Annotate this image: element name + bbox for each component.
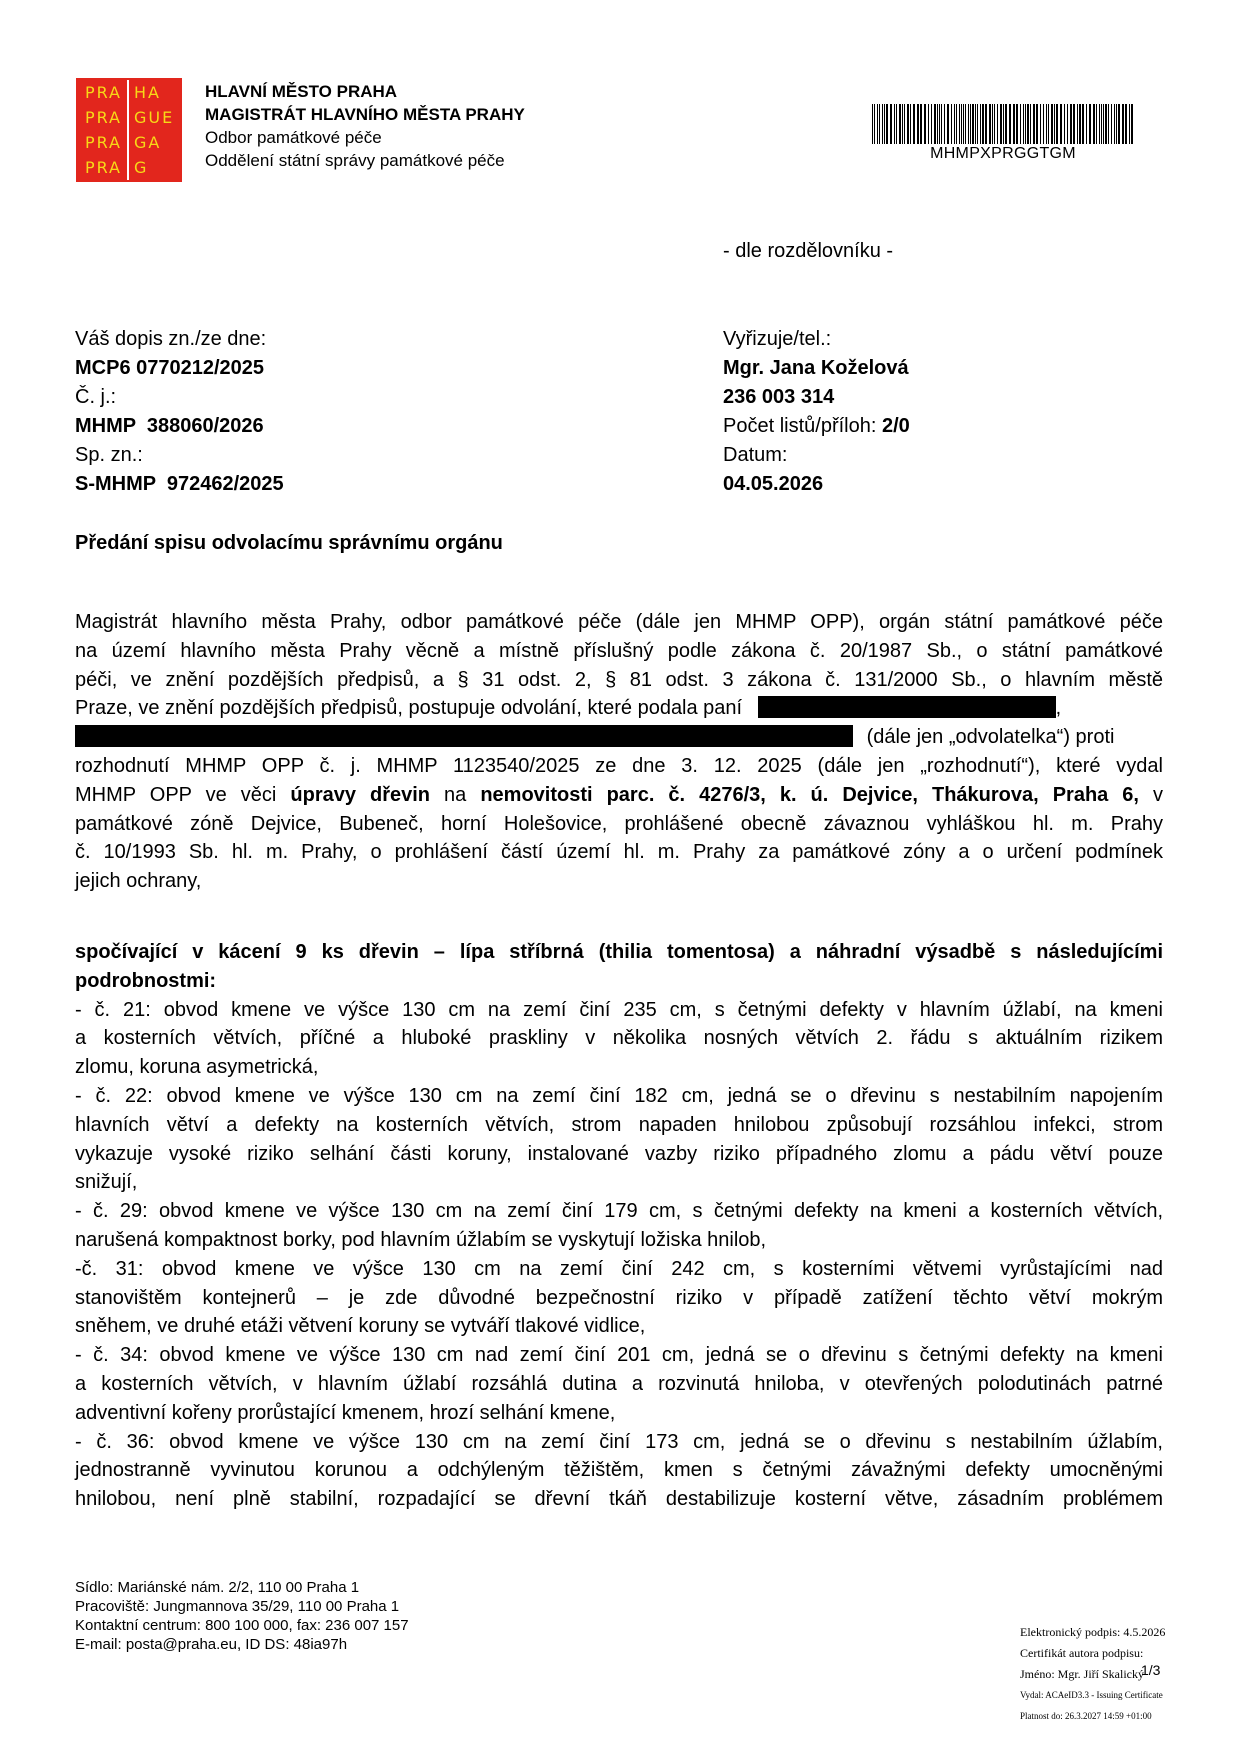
barcode-bar bbox=[1009, 104, 1011, 144]
barcode-bar bbox=[982, 104, 984, 144]
handler-name: Mgr. Jana Koželová bbox=[723, 357, 909, 379]
paragraph-line bbox=[75, 781, 1163, 810]
barcode-bar bbox=[913, 104, 915, 144]
logo-text: G bbox=[134, 158, 149, 177]
tree-item-line: zlomu, koruna asymetrická, bbox=[75, 1056, 319, 1079]
paragraph-line: péči, ve znění pozdějších předpisů, a § 31 odst. 2, § 81 odst. 3 zákona č. 131/2000 Sb., o hlavním městě bbox=[75, 668, 1163, 691]
barcode-bar bbox=[970, 104, 971, 144]
barcode-bar bbox=[1079, 104, 1081, 144]
barcode-bar bbox=[917, 104, 919, 144]
barcode-bar bbox=[1040, 104, 1041, 144]
barcode-bar bbox=[1086, 104, 1087, 144]
barcode-bar bbox=[1089, 104, 1091, 144]
tree-item-line: a kosterních větvích, příčné a hluboké praskliny v několika nosných větvích 2. řádu s aktuálním rizikem bbox=[75, 1027, 1163, 1050]
paragraph-line: na území hlavního města Prahy věcně a místně příslušný podle zákona č. 20/1987 Sb., o státní památkové bbox=[75, 639, 1163, 662]
tree-item-line: snižují, bbox=[75, 1171, 138, 1194]
paragraph-line: č. 10/1993 Sb. hl. m. Prahy, o prohlášení částí území hl. m. Prahy za památkové zóny a o určení podmínek bbox=[75, 841, 1163, 864]
barcode-bar bbox=[1082, 104, 1084, 144]
logo-text: GUE bbox=[134, 108, 175, 127]
barcode-bar bbox=[920, 104, 922, 144]
barcode-bar bbox=[972, 104, 974, 144]
paragraph-line: Magistrát hlavního města Prahy, odbor památkové péče (dále jen MHMP OPP), orgán státní památkové péče bbox=[75, 611, 1163, 633]
barcode-bar bbox=[1027, 104, 1029, 144]
barcode-bar bbox=[879, 104, 880, 144]
logo-text: GA bbox=[134, 133, 162, 152]
date-value: 04.05.2026 bbox=[723, 473, 824, 495]
barcode-bar bbox=[1060, 104, 1062, 144]
barcode-bar bbox=[1118, 104, 1120, 144]
barcode-bar bbox=[1073, 104, 1075, 144]
redacted-name bbox=[758, 696, 1056, 718]
barcode-bar bbox=[1056, 104, 1058, 144]
barcode-bar bbox=[904, 104, 905, 144]
barcode-bar bbox=[977, 104, 978, 144]
org-magistrate: MAGISTRÁT HLAVNÍHO MĚSTA PRAHY bbox=[205, 105, 525, 124]
barcode-bar bbox=[1070, 104, 1072, 144]
barcode-bar bbox=[944, 104, 945, 144]
barcode-bar bbox=[902, 104, 903, 144]
barcode-bar bbox=[910, 104, 911, 144]
barcode-bar bbox=[1105, 104, 1107, 144]
barcode-bar bbox=[1043, 104, 1044, 144]
barcode-bar bbox=[980, 104, 981, 144]
barcode-bar bbox=[1025, 104, 1026, 144]
paragraph-text: Praze, ve znění pozdějších předpisů, postupuje odvolání, které podala paní bbox=[75, 697, 743, 720]
barcode-bar bbox=[1036, 104, 1038, 144]
org-division: Oddělení státní správy památkové péče bbox=[205, 151, 505, 170]
barcode-bar bbox=[992, 104, 993, 144]
page-count-value: 2/0 bbox=[881, 415, 910, 437]
barcode-bar bbox=[1054, 104, 1055, 144]
details-heading-line: podrobnostmi: bbox=[75, 969, 217, 992]
tree-item-line: a kosterních větvích, v hlavním úžlabí rozsáhlá dutina a rozvinutá hniloba, v otevřených polodutinách patrné bbox=[75, 1372, 1163, 1395]
barcode-bar bbox=[963, 104, 964, 144]
paragraph-text: (dále jen „odvolatelka“) proti bbox=[866, 726, 1115, 749]
tree-item-line: - č. 34: obvod kmene ve výšce 130 cm nad zemí činí 201 cm, jedná se o dřevinu s četnými defekty na kmeni bbox=[75, 1344, 1163, 1367]
barcode-bar bbox=[994, 104, 995, 144]
barcode-bar bbox=[1046, 104, 1047, 144]
intro-paragraph bbox=[75, 608, 1163, 896]
bold-text: úpravy dřevin bbox=[290, 783, 431, 806]
handler-label: Vyřizuje/tel.: bbox=[723, 328, 832, 350]
esign-validity: Platnost do: 26.3.2027 14:59 +01:00 bbox=[1020, 1711, 1152, 1721]
page-count bbox=[723, 412, 910, 441]
barcode-bar bbox=[890, 104, 892, 144]
handler-phone: 236 003 314 bbox=[723, 386, 835, 408]
barcode-bar bbox=[941, 104, 942, 144]
barcode-bar bbox=[951, 104, 952, 144]
tree-item-line: - č. 22: obvod kmene ve výšce 130 cm na zemí činí 182 cm, jedná se o dřevinu s nestabilním napojením bbox=[75, 1084, 1163, 1107]
barcode-bar bbox=[1096, 104, 1097, 144]
barcode-bar bbox=[989, 104, 991, 144]
esign-name: Jméno: Mgr. Jiří Skalický bbox=[1020, 1667, 1144, 1681]
barcode-bar bbox=[1051, 104, 1053, 144]
handler-block bbox=[723, 325, 910, 499]
paragraph-line: památkové zóně Dejvice, Bubeneč, horní Holešovice, prohlášené obecně závaznou vyhláškou hl. m. Prahy bbox=[75, 812, 1163, 835]
page-number: 1/3 bbox=[1141, 1662, 1161, 1678]
barcode-bar bbox=[896, 104, 897, 144]
reference-block bbox=[75, 325, 284, 499]
logo-text: PRA bbox=[76, 80, 129, 105]
barcode-bar bbox=[1108, 104, 1109, 144]
barcode-bar bbox=[1067, 104, 1068, 144]
barcode-bar bbox=[975, 104, 976, 144]
footer-seat: Sídlo: Mariánské nám. 2/2, 110 00 Praha 1 bbox=[75, 1579, 360, 1596]
logo-text: PRA bbox=[76, 130, 129, 155]
tree-item-line: -č. 31: obvod kmene ve výšce 130 cm na zemí činí 242 cm, s kosterními větvemi vyrůstajícími nad bbox=[75, 1257, 1163, 1280]
barcode-bar bbox=[931, 104, 932, 144]
barcode-text: MHMPXPRGGTGM bbox=[930, 145, 1076, 162]
barcode-bar bbox=[1064, 104, 1065, 144]
barcode-bar bbox=[1125, 104, 1127, 144]
logo-text: HA bbox=[134, 83, 161, 102]
tree-item-line: jednostranně vyvinutou korunou a odchýleným těžištěm, kmen s četnými závažnými defekty umocněnými bbox=[75, 1459, 1163, 1482]
paragraph-text: v bbox=[1138, 783, 1164, 806]
paragraph-line: jejich ochrany, bbox=[75, 870, 202, 893]
barcode-bar bbox=[1099, 104, 1100, 144]
barcode-bar bbox=[1005, 104, 1007, 144]
barcode-bar bbox=[1129, 104, 1130, 144]
paragraph-line bbox=[75, 723, 1163, 752]
org-department: Odbor památkové péče bbox=[205, 128, 382, 147]
barcode-bar bbox=[1013, 104, 1015, 144]
barcode-bar bbox=[1111, 104, 1112, 144]
distribution-note: - dle rozdělovníku - bbox=[723, 240, 894, 262]
tree-item-line: hnilobou, není plně stabilní, rozpadající se dřevní tkáň destabilizuje kosterní větve, zásadním problémem bbox=[75, 1488, 1163, 1511]
footer-address bbox=[75, 1578, 409, 1654]
barcode-bar bbox=[959, 104, 960, 144]
barcode-bar bbox=[997, 104, 998, 144]
esign-cert: Certifikát autora podpisu: bbox=[1020, 1646, 1144, 1660]
tree-item-line: stanovištěm kontejnerů – je zde důvodné bezpečnostní riziko v případě zatížení těchto větví mokrým bbox=[75, 1286, 1163, 1309]
barcode-bar bbox=[1122, 104, 1124, 144]
spzn-label: Sp. zn.: bbox=[75, 444, 143, 466]
tree-item-line: hlavních větví a defekty na kosterních větvích, strom napaden hnilobou způsobují rozsáhlou infekci, strom bbox=[75, 1113, 1163, 1136]
barcode-bar bbox=[872, 104, 873, 144]
logo-text: PRA bbox=[76, 155, 129, 180]
barcode-bar bbox=[924, 104, 926, 144]
esign-date: Elektronický podpis: 4.5.2026 bbox=[1020, 1625, 1166, 1639]
barcode-bar bbox=[956, 104, 957, 144]
barcode-bar bbox=[899, 104, 901, 144]
barcode-bar bbox=[985, 104, 987, 144]
barcode-bar bbox=[1033, 104, 1035, 144]
tree-item-line: vykazuje vysoké riziko selhání části koruny, instalované vazby riziko případného zlomu a pádu větví pouze bbox=[75, 1142, 1163, 1165]
barcode-bar bbox=[928, 104, 929, 144]
barcode-bar bbox=[874, 104, 875, 144]
cj-value: MHMP 388060/2026 bbox=[75, 415, 264, 437]
paragraph-line bbox=[75, 694, 1163, 723]
barcode-bar bbox=[894, 104, 895, 144]
barcode-bar bbox=[884, 104, 885, 144]
paragraph-line: rozhodnutí MHMP OPP č. j. MHMP 1123540/2025 ze dne 3. 12. 2025 (dále jen „rozhodnutí“), které vydal bbox=[75, 754, 1163, 777]
barcode-bar bbox=[961, 104, 962, 144]
barcode-bar bbox=[965, 104, 966, 144]
barcode-bar bbox=[1016, 104, 1018, 144]
barcode-bar bbox=[1101, 104, 1102, 144]
tree-item-line: - č. 29: obvod kmene ve výšce 130 cm na zemí činí 179 cm, s četnými defekty na kmeni a kosterních větvích, bbox=[75, 1200, 1163, 1223]
details-heading-line: spočívající v kácení 9 ks dřevin – lípa stříbrná (thilia tomentosa) a náhradní výsadbě s následujícími bbox=[75, 941, 1163, 963]
barcode-bar bbox=[1093, 104, 1095, 144]
paragraph-text: , bbox=[1055, 697, 1062, 720]
barcode-bar bbox=[877, 104, 878, 144]
subject-heading: Předání spisu odvolacímu správnímu orgánu bbox=[75, 532, 503, 554]
paragraph-text: na bbox=[430, 783, 481, 806]
barcode-bar bbox=[968, 104, 969, 144]
barcode-bar bbox=[954, 104, 955, 144]
praha-logo bbox=[76, 78, 182, 182]
redacted-address bbox=[75, 725, 853, 747]
tree-item-line: - č. 36: obvod kmene ve výšce 130 cm na zemí činí 173 cm, jedná se o dřevinu s nestabilním úžlabím, bbox=[75, 1430, 1163, 1453]
tree-item-line: narušená kompaktnost borky, pod hlavním úžlabím se vyskytují ložiska hnilob, bbox=[75, 1228, 767, 1251]
barcode-bar bbox=[1114, 104, 1115, 144]
barcode-bar bbox=[1116, 104, 1117, 144]
bold-text: nemovitosti parc. č. 4276/3, k. ú. Dejvice, Thákurova, Praha 6, bbox=[480, 783, 1139, 806]
barcode-bar bbox=[882, 104, 883, 144]
footer-workplace: Pracoviště: Jungmannova 35/29, 110 00 Praha 1 bbox=[75, 1598, 400, 1615]
barcode-bar bbox=[939, 104, 940, 144]
barcode-bar bbox=[907, 104, 909, 144]
tree-item-line: sněhem, ve druhé etáži větvení koruny se vytváří tlakové vidlice, bbox=[75, 1315, 646, 1338]
letter-ref-label: Váš dopis zn./ze dne: bbox=[75, 328, 267, 350]
cj-label: Č. j.: bbox=[75, 386, 117, 408]
barcode-bar bbox=[947, 104, 949, 144]
tree-item-line: adventivní kořeny prorůstající kmenem, hrozí selhání kmene, bbox=[75, 1401, 616, 1424]
tree-details bbox=[75, 938, 1163, 1514]
barcode-bar bbox=[1030, 104, 1031, 144]
organization-header bbox=[205, 80, 525, 172]
barcode-bar bbox=[1023, 104, 1024, 144]
footer-email: E-mail: posta@praha.eu, ID DS: 48ia97h bbox=[75, 1636, 348, 1653]
footer-contact: Kontaktní centrum: 800 100 000, fax: 236 007 157 bbox=[75, 1617, 409, 1634]
tree-item-line: - č. 21: obvod kmene ve výšce 130 cm na zemí činí 235 cm, s četnými defekty v hlavním úžlabí, na kmeni bbox=[75, 998, 1163, 1021]
logo-text: PRA bbox=[76, 105, 129, 130]
barcode-bar bbox=[1131, 104, 1133, 144]
spzn-value: S-MHMP 972462/2025 bbox=[75, 473, 284, 495]
date-label: Datum: bbox=[723, 444, 788, 466]
barcode-bar bbox=[1000, 104, 1002, 144]
paragraph-text: MHMP OPP ve věci bbox=[75, 783, 291, 806]
barcode-image bbox=[872, 104, 1134, 144]
barcode-bar bbox=[1048, 104, 1049, 144]
barcode-bar bbox=[886, 104, 888, 144]
barcode-bar bbox=[1077, 104, 1078, 144]
barcode-bar bbox=[1103, 104, 1104, 144]
barcode-bar bbox=[934, 104, 936, 144]
barcode-bar bbox=[937, 104, 938, 144]
esign-issuer: Vydal: ACAeID3.3 - Issuing Certificate bbox=[1020, 1690, 1163, 1700]
barcode-bar bbox=[1003, 104, 1004, 144]
org-city: HLAVNÍ MĚSTO PRAHA bbox=[205, 82, 398, 101]
page-count-label: Počet listů/příloh: bbox=[723, 415, 882, 437]
letter-ref-value: MCP6 0770212/2025 bbox=[75, 357, 265, 379]
barcode-bar bbox=[1020, 104, 1021, 144]
